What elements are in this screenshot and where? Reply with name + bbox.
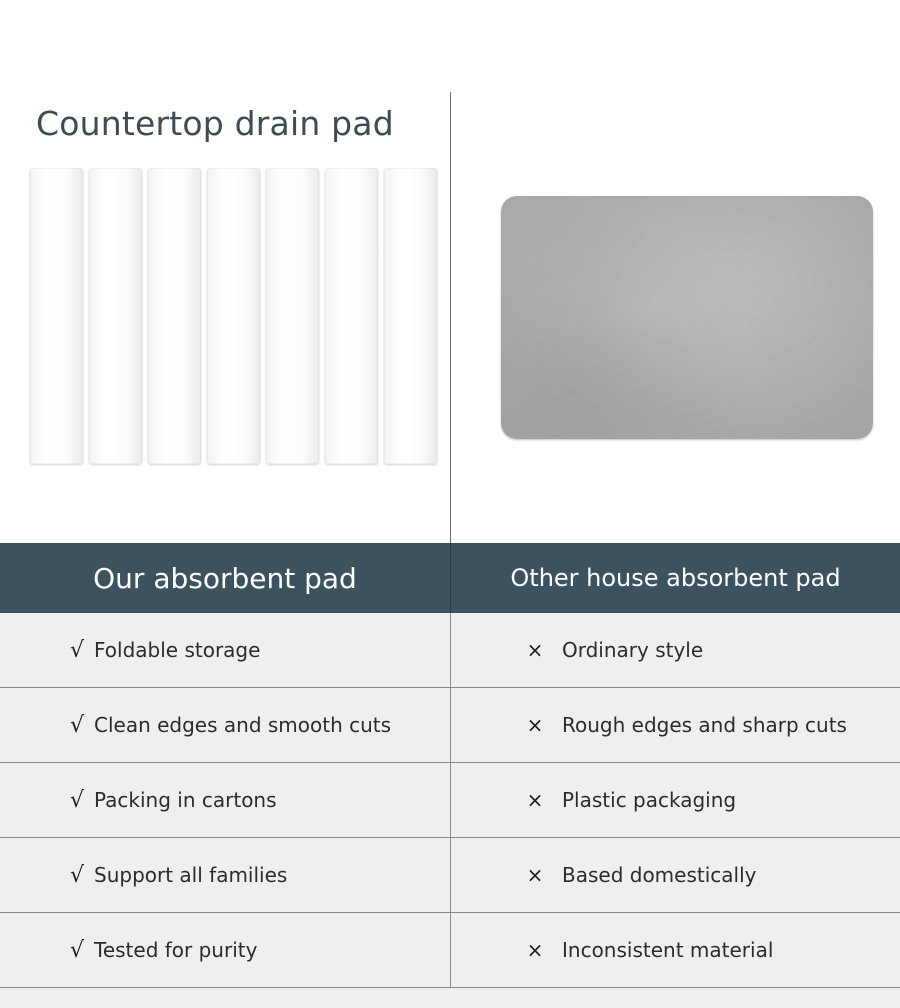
pad-slat xyxy=(384,168,437,464)
page-title: Countertop drain pad xyxy=(36,104,394,143)
pad-slat xyxy=(266,168,319,464)
other-feature xyxy=(524,613,703,687)
our-feature-text: Clean edges and smooth cuts xyxy=(94,713,392,737)
cross-icon: × xyxy=(526,788,544,812)
comparison-header xyxy=(0,543,900,613)
our-feature xyxy=(66,838,287,912)
column-divider xyxy=(450,92,451,544)
row-divider xyxy=(450,763,451,837)
row-divider xyxy=(450,913,451,987)
our-feature-text: Support all families xyxy=(94,863,288,887)
other-feature xyxy=(524,688,847,762)
gray-absorbent-pad-image xyxy=(501,196,873,439)
pad-slat xyxy=(89,168,142,464)
our-feature-text: Foldable storage xyxy=(94,638,261,662)
other-feature xyxy=(524,913,773,987)
our-feature-text: Tested for purity xyxy=(94,938,258,962)
our-feature xyxy=(66,613,260,687)
cross-icon: × xyxy=(526,863,544,887)
other-feature-text: Based domestically xyxy=(562,863,757,887)
slatted-drain-pad-image xyxy=(30,168,438,466)
our-feature xyxy=(66,763,277,837)
check-icon: √ xyxy=(69,937,85,963)
other-feature xyxy=(524,763,736,837)
other-pad-heading: Other house absorbent pad xyxy=(510,564,841,592)
our-feature-text: Packing in cartons xyxy=(94,788,277,812)
pad-slat xyxy=(325,168,378,464)
other-feature xyxy=(524,838,757,912)
other-feature-text: Plastic packaging xyxy=(562,788,737,812)
table-row xyxy=(0,763,900,838)
table-row xyxy=(0,913,900,988)
table-row xyxy=(0,838,900,913)
our-feature xyxy=(66,688,391,762)
other-feature-text: Ordinary style xyxy=(562,638,704,662)
pad-slat xyxy=(207,168,260,464)
other-feature-text: Rough edges and sharp cuts xyxy=(562,713,847,737)
other-feature-text: Inconsistent material xyxy=(562,938,774,962)
our-pad-heading: Our absorbent pad xyxy=(93,561,357,595)
table-row xyxy=(0,613,900,688)
our-feature xyxy=(66,913,257,987)
row-divider xyxy=(450,838,451,912)
check-icon: √ xyxy=(69,787,85,813)
check-icon: √ xyxy=(69,637,85,663)
row-divider xyxy=(450,688,451,762)
check-icon: √ xyxy=(69,862,85,888)
row-divider xyxy=(450,613,451,687)
comparison-table xyxy=(0,613,900,1008)
table-row xyxy=(0,688,900,763)
cross-icon: × xyxy=(526,938,544,962)
cross-icon: × xyxy=(526,638,544,662)
check-icon: √ xyxy=(69,712,85,738)
pad-slat xyxy=(30,168,83,464)
pad-slat xyxy=(148,168,201,464)
cross-icon: × xyxy=(526,713,544,737)
